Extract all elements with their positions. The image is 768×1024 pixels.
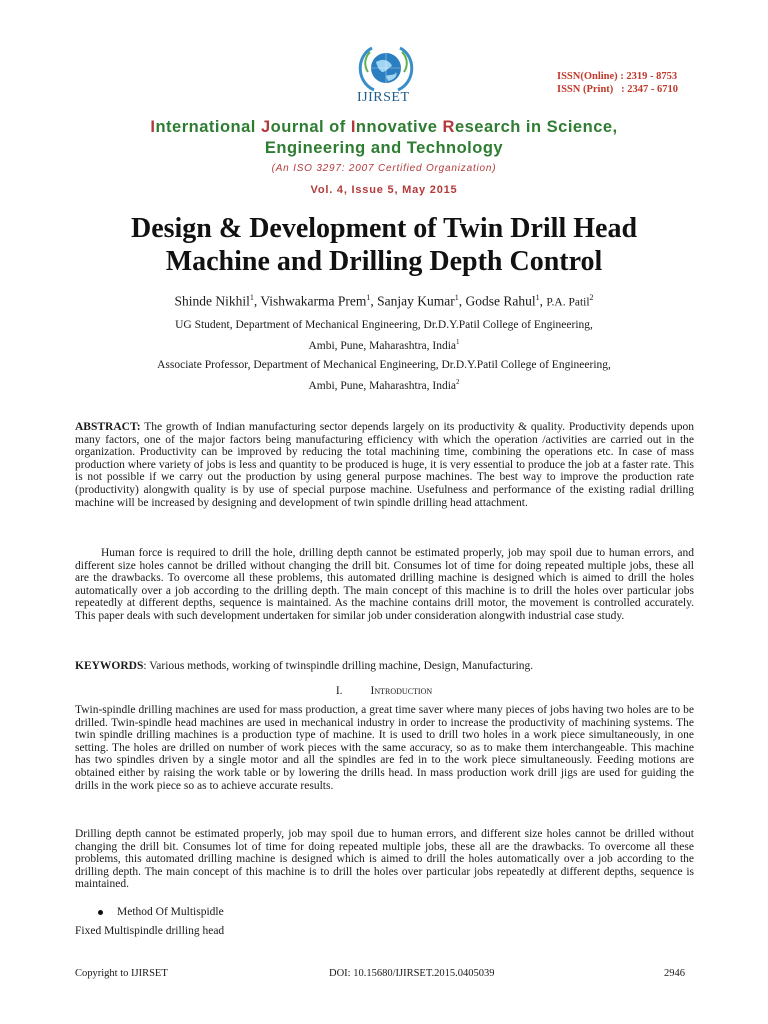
author-sup: 2: [589, 293, 594, 302]
section-number: I.: [335, 685, 343, 697]
journal-initial-i2: I: [350, 118, 356, 136]
author-name: P.A. Patil: [546, 296, 590, 309]
abstract-paragraph2: Human force is required to drill the hole, drilling depth cannot be estimated properly, job may spoil due to human errors, and different size holes cannot be drilled without changing the drill bit. Consumes lot of time for doing repeated multiple jobs, these all are the drawbacks. To overcome all these problems, this automated drilling machine is designed which is aimed to drill the holes automatically over a job according to the drilling depth. The main concept of this machine is to drill the holes over particular jobs repeatedly at different depths, sequence is maintained. As the machine contains drill motor, the movement is controlled accurately. This paper deals with such development undertaken for similar job under consideration alongwith industrial case study.: [75, 547, 694, 622]
author-sup: 1: [249, 293, 254, 302]
subitem-text: Fixed Multispindle drilling head: [75, 925, 225, 937]
journal-word-nternational: nternational: [155, 118, 261, 136]
journal-initial-j: J: [260, 118, 271, 136]
affiliation2-location: Ambi, Pune, Maharashtra, India: [308, 379, 457, 392]
journal-word-ournal: ournal of: [270, 118, 351, 136]
footer-copyright: Copyright to IJIRSET: [75, 968, 168, 979]
affiliation2-line1: Associate Professor, Department of Mechanical Engineering, Dr.D.Y.Patil College of Engineering,: [157, 359, 611, 371]
affiliation1-line1: UG Student, Department of Mechanical Engineering, Dr.D.Y.Patil College of Engineering,: [175, 319, 593, 331]
journal-initial-i: I: [150, 118, 156, 136]
affiliation2-line2: [0, 378, 768, 392]
bullet-text: Method Of Multispidle: [117, 906, 224, 918]
issn-block: [557, 70, 678, 96]
abstract-text: The growth of Indian manufacturing sector depends largely on its productivity & quality. Productivity depends upon many factors, one of the major factors being manufacturing efficiency with which the operation /activities are carried out in the organization. Productivity can be improved by reducing the total machining time, combining the operations etc. In case of mass production where variety of jobs is less and quantity to be produced is huge, it is very essential to produce the job at a faster rate. This is not possible if we carry out the production by using general purpose machines. The best way to improve the production rate (productivity) alongwith quality is by use of special purpose machine. Usefulness and performance of the existing radial drilling machine will be increased by designing and development of twin spindle drilling head attachment.: [75, 421, 694, 509]
affiliation1-sup: 1: [456, 338, 460, 346]
journal-initial-r: R: [442, 118, 455, 136]
introduction-paragraph2: Drilling depth cannot be estimated properly, job may spoil due to human errors, and different size holes cannot be drilled without changing the drill bit. Consumes lot of time for doing repeated multiple jobs, these all are the drawbacks. To overcome all these problems, this automated drilling machine is designed which is aimed to drill the holes automatically over a job according to the drilling depth. The main concept of this machine is to drill the holes over particular jobs repeatedly at different depths, sequence is maintained.: [75, 828, 694, 891]
bullet-dot-icon: [98, 910, 103, 915]
keywords-text: : Various methods, working of twinspindle drilling machine, Design, Manufacturing.: [143, 660, 534, 672]
section-title: Introduction: [370, 685, 433, 697]
author-name: Sanjay Kumar: [377, 293, 455, 309]
introduction-paragraph1: Twin-spindle drilling machines are used for mass production, a great time saver where many pieces of jobs having two holes are to be drilled. Twin-spindle head machines are used in mechanical industry in order to increase the productivity of machining systems. The twin spindle drilling machines is a production type of machine. It is used to drill two holes in a work piece simultaneously, in one setting. The holes are drilled on number of work pieces with the same accuracy, so as to make them interchangeable. This machine has two spindles driven by a single motor and all the spindles are fed in to the work piece simultaneously. Feeding motions are obtained either by raising the work table or by lowering the drills head. In mass production work drill jigs are used for guiding the drills in the work piece so as to achieve accurate results.: [75, 704, 694, 792]
author-name: Godse Rahul: [465, 293, 536, 309]
author-sup: 1: [366, 293, 371, 302]
title-line1: Design & Development of Twin Drill Head: [130, 213, 638, 244]
footer-doi: DOI: 10.15680/IJIRSET.2015.0405039: [329, 968, 495, 979]
keywords-label: KEYWORDS: [75, 660, 144, 672]
paper-title: [0, 212, 768, 278]
affiliation1-location: Ambi, Pune, Maharashtra, India: [308, 339, 457, 352]
affiliation1-line2: [0, 338, 768, 352]
journal-word-nnovative: nnovative: [355, 118, 443, 136]
author-sup: 1: [535, 293, 540, 302]
issn-print: ISSN (Print) : 2347 - 6710: [557, 84, 679, 95]
abstract-label: ABSTRACT:: [75, 421, 141, 433]
journal-word-esearch: esearch in Science,: [454, 118, 618, 136]
volume-issue: Vol. 4, Issue 5, May 2015: [310, 184, 458, 196]
keywords-line: [75, 660, 694, 673]
author-name: Vishwakarma Prem: [260, 293, 367, 309]
author-list: Shinde Nikhil$^1$, Vishwakarma Prem$^1$, Sanjay Kumar$^1$, Godse Rahul$^1$, P.A. Patil$^2$: [174, 293, 594, 309]
journal-name-line1: [0, 118, 768, 137]
footer-page-number: 2946: [664, 968, 685, 979]
title-line2: Machine and Drilling Depth Control: [165, 246, 603, 277]
affiliation2-sup: 2: [456, 378, 460, 386]
bullet-item: [98, 906, 224, 918]
journal-name-line2: Engineering and Technology: [264, 139, 504, 157]
issn-online: ISSN(Online) : 2319 - 8753: [557, 71, 678, 82]
author-sup: 1: [454, 293, 459, 302]
logo-text: IJIRSET: [357, 90, 410, 105]
section-heading-introduction: [0, 685, 768, 697]
author-name: Shinde Nikhil: [174, 293, 250, 309]
certification-text: (An ISO 3297: 2007 Certified Organization): [271, 163, 497, 174]
abstract-paragraph: [75, 421, 694, 509]
